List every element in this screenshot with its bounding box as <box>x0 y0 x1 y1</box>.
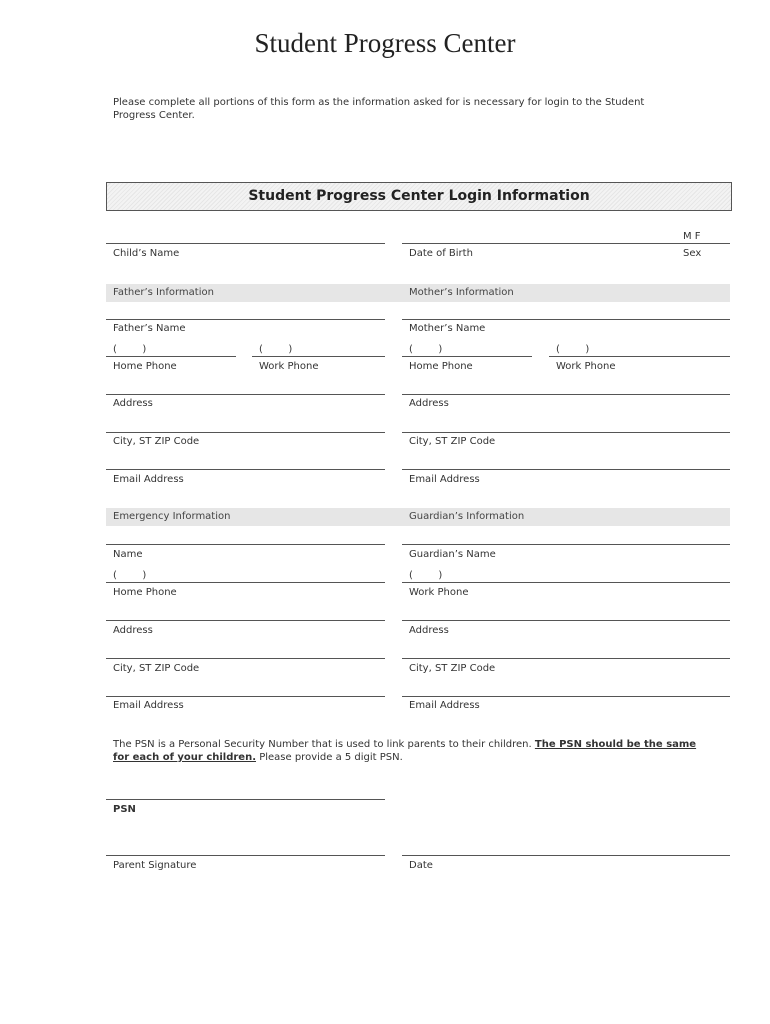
child-name-label: Child’s Name <box>113 248 180 259</box>
emergency-name-label: Name <box>113 549 143 560</box>
guardian-email-label: Email Address <box>409 700 480 711</box>
psn-text-bold: The PSN should be the same for each of your children. <box>113 739 697 763</box>
emergency-home-phone-field[interactable] <box>106 582 385 583</box>
guardian-address-label: Address <box>409 625 449 636</box>
father-home-phone-label: Home Phone <box>113 361 177 372</box>
parent-signature-label: Parent Signature <box>113 860 197 871</box>
psn-field[interactable] <box>106 799 385 800</box>
login-info-header: Student Progress Center Login Information <box>106 182 732 211</box>
psn-explanation <box>113 738 713 764</box>
sex-options: M F <box>683 231 701 242</box>
father-city-field[interactable] <box>106 432 385 433</box>
guardian-city-field[interactable] <box>402 658 730 659</box>
father-email-field[interactable] <box>106 469 385 470</box>
mother-work-phone-area: ( ) <box>556 344 590 355</box>
guardian-work-phone-label: Work Phone <box>409 587 469 598</box>
father-email-label: Email Address <box>113 474 184 485</box>
guardian-name-field[interactable] <box>402 544 730 545</box>
mother-address-label: Address <box>409 398 449 409</box>
mother-address-field[interactable] <box>402 394 730 395</box>
mother-info-section: Mother’s Information <box>385 284 730 302</box>
mother-home-phone-label: Home Phone <box>409 361 473 372</box>
father-address-field[interactable] <box>106 394 385 395</box>
emergency-email-field[interactable] <box>106 696 385 697</box>
dob-label: Date of Birth <box>409 248 473 259</box>
mother-email-field[interactable] <box>402 469 730 470</box>
emergency-phone-area: ( ) <box>113 570 147 581</box>
signature-date-field[interactable] <box>402 855 730 856</box>
emergency-name-field[interactable] <box>106 544 385 545</box>
mother-name-field[interactable] <box>402 319 730 320</box>
father-city-label: City, ST ZIP Code <box>113 436 200 447</box>
guardian-name-label: Guardian’s Name <box>409 549 496 560</box>
father-name-label: Father’s Name <box>113 323 186 334</box>
emergency-home-phone-label: Home Phone <box>113 587 177 598</box>
page-title: Student Progress Center <box>254 28 516 58</box>
mother-work-phone-label: Work Phone <box>556 361 616 372</box>
mother-home-phone-field[interactable] <box>402 356 532 357</box>
emergency-city-label: City, ST ZIP Code <box>113 663 200 674</box>
psn-label: PSN <box>113 804 136 815</box>
parent-signature-field[interactable] <box>106 855 385 856</box>
father-name-field[interactable] <box>106 319 385 320</box>
sex-label: Sex <box>683 248 702 259</box>
child-name-field[interactable] <box>106 243 385 244</box>
father-home-phone-field[interactable] <box>106 356 236 357</box>
guardian-email-field[interactable] <box>402 696 730 697</box>
father-work-phone-label: Work Phone <box>259 361 319 372</box>
guardian-work-phone-field[interactable] <box>402 582 730 583</box>
mother-name-label: Mother’s Name <box>409 323 486 334</box>
intro-text: Please complete all portions of this form as the information asked for is necessary for login to the Student Progress Center. <box>113 97 645 121</box>
emergency-email-label: Email Address <box>113 700 184 711</box>
emergency-city-field[interactable] <box>106 658 385 659</box>
emergency-address-field[interactable] <box>106 620 385 621</box>
emergency-address-label: Address <box>113 625 153 636</box>
mother-email-label: Email Address <box>409 474 480 485</box>
father-work-phone-area: ( ) <box>259 344 293 355</box>
mother-city-label: City, ST ZIP Code <box>409 436 496 447</box>
father-info-section: Father’s Information <box>106 284 385 302</box>
psn-text-part2: Please provide a 5 digit PSN. <box>259 752 403 763</box>
psn-text-part1: The PSN is a Personal Security Number that is used to link parents to their children. <box>113 739 532 750</box>
mother-city-field[interactable] <box>402 432 730 433</box>
mother-work-phone-field[interactable] <box>549 356 730 357</box>
father-address-label: Address <box>113 398 153 409</box>
father-home-phone-area: ( ) <box>113 344 147 355</box>
father-work-phone-field[interactable] <box>252 356 385 357</box>
guardian-phone-area: ( ) <box>409 570 443 581</box>
dob-field[interactable] <box>402 243 730 244</box>
mother-home-phone-area: ( ) <box>409 344 443 355</box>
signature-date-label: Date <box>409 860 433 871</box>
emergency-info-section: Emergency Information <box>106 508 385 526</box>
guardian-info-section: Guardian’s Information <box>385 508 730 526</box>
guardian-city-label: City, ST ZIP Code <box>409 663 496 674</box>
guardian-address-field[interactable] <box>402 620 730 621</box>
